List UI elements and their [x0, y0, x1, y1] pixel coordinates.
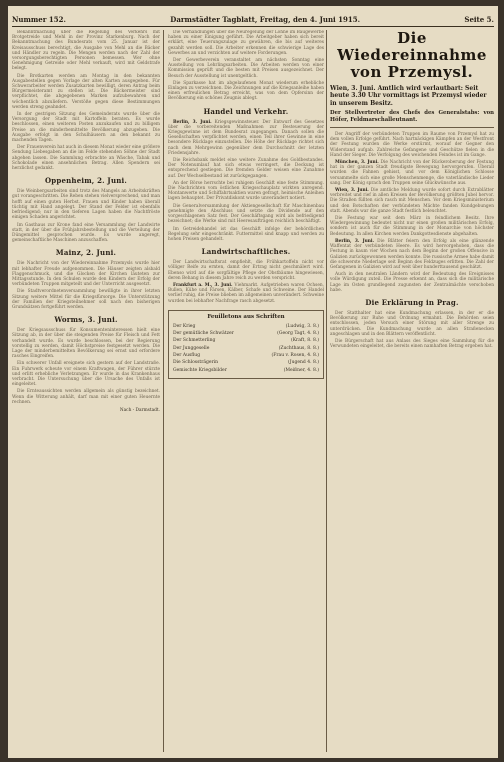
list-item [173, 324, 319, 329]
dateline: Wien, 3. Juni. [335, 188, 369, 194]
list-item-price: (Kraft, 8. 8.) [290, 338, 319, 344]
article-heading: Mainz, 2. Juni. [55, 248, 117, 258]
dateline: München, 3. Juni. [335, 160, 379, 166]
article-signature: Nach - Darmstadt. [119, 407, 160, 413]
advertisement-title: Feuilletons aus Schriften [207, 313, 285, 320]
column-middle [168, 30, 324, 752]
advertisement-box [168, 310, 324, 379]
list-item [173, 331, 319, 336]
list-item-price: (Zuchthaus, 8. 8.) [278, 345, 319, 351]
column-left [12, 30, 160, 752]
list-item-text: Gemischte Kriegsbilder [173, 367, 227, 373]
article-heading: Oppenheim, 2. Juni. [44, 176, 128, 186]
article-body: Die Verhandlungen über die Neuregelung der Löhne im Baugewerbe haben zu einer Einigung geführt. Die Arbeitgeber haben sich bereit erklärt, eine Teuerungszulage zu gewähren, die bis auf weiteres gezahlt werden soll. Die Arbeiter erkennen die schwierige Lage des Gewerbes an und verzichten auf weitere Forderungen. Der Gewerbeverein veranstaltet am nächsten Sonntag eine Ausstellung von Lehrlingsarbeiten. Die Arbeiten werden von einer Kommission geprüft und die besten mit Preisen ausgezeichnet. Der Besuch der Ausstellung ist unentgeltlich. Die Sparkasse hat im abgelaufenen Monat wiederum erhebliche Einlagen zu verzeichnen. Die Zeichnungen auf die Kriegsanleihe haben einen erfreulichen Betrag erreicht, was von dem Opfersinn der Bevölkerung ein schönes Zeugnis ablegt. [168, 30, 324, 102]
column-rule [163, 30, 164, 752]
article-body: Der Statthalter hat eine Kundmachung erlassen, in der er die Bevölkerung zur Ruhe und Ordnung ermahnt. Die Behörden seien entschlossen, jeden Versuch einer Störung mit aller Strenge zu unterdrücken. Die Kundmachung wurde an allen Straßenecken angeschlagen und in den Blättern veröffentlicht. Die Bürgerschaft hat aus Anlass des Sieges eine Sammlung für die Verwundeten eingeleitet, die bereits einen namhaften Betrag ergeben hat. [330, 310, 494, 350]
list-item-text: Die Schlossträgerin [173, 360, 219, 366]
article-body: Bekanntmachung über die Regelung des Verkehrs mit Brotgetreide und Mehl in der Provinz Starkenburg. Nach der Bekanntmachung des Bundesrats vom 25. Januar ist der Kreisausschuss berechtigt, die Ausgabe von Mehl an die Bäcker und Händler zu regeln. Die Mengen werden nach der Zahl der versorgungsberechtigten Personen bemessen. Wer ohne Genehmigung Getreide oder Mehl verkauft, wird mit Geldstrafe belegt. Die Brotkarten werden am Montag in den bekannten Ausgabestellen gegen Vorlage der alten Karten ausgegeben. Für Schwerarbeiter werden Zusatzkarten bewilligt, deren Antrag beim Bürgermeisteramt zu stellen ist. Die Bäckermeister sind verpflichtet, die abgegebenen Marken aufzubewahren und wöchentlich abzuliefern. Verstöße gegen diese Bestimmungen werden streng geahndet. In der gestrigen Sitzung des Gemeinderats wurde über die Versorgung der Stadt mit Kartoffeln beraten. Es wurde beschlossen, einen weiteren Posten anzukaufen und zu billigem Preise an die minderbemittelte Bevölkerung abzugeben. Die Ausgabe erfolgt in den Schulhäusern an den bekannt zu machenden Tagen. Der Frauenverein hat auch in diesem Monat wieder eine größere Sendung Liebesgaben an die im Felde stehenden Söhne der Stadt abgehen lassen. Die Sammlung erbrachte an Wäsche, Tabak und Schokolade einen ansehnlichen Betrag. Allen Spendern sei herzlichst gedankt. [12, 30, 160, 172]
signature-line: Der Stellvertreter des Chefs des Generalstabs: von Höfer, Feldmarschalleutnant. [330, 110, 494, 123]
list-item [173, 360, 319, 365]
list-item-price: (Georg Tagt, 4. 8.) [277, 331, 319, 337]
headline [330, 30, 494, 81]
article-body: Der Landwirtschaftsrat empfiehlt, die Frühkartoffeln nicht vor völliger Reife zu ernten, damit der Ertrag nicht geschmälert wird. Ebenso wird auf die sorgfältige Pflege der Obstbäume hingewiesen, deren Behang in diesem Jahre reich zu werden verspricht. Frankfurt a. M., 3. Juni. Viehmarkt. Aufgetrieben waren Ochsen, Bullen, Kühe und Färsen, Kälber, Schafe und Schweine. Der Handel verlief ruhig, die Preise blieben im allgemeinen unverändert. Schweine wurden bei lebhafter Nachfrage rasch abgesetzt. [168, 260, 324, 304]
list-item-price: (Ludwig, 3. 8.) [285, 323, 319, 329]
list-item [173, 338, 319, 343]
dateline: Frankfurt a. M., 3. Juni. [173, 282, 233, 288]
list-item-price: (Frau v. Rosen, 4. 8.) [271, 352, 319, 358]
list-item [173, 368, 319, 373]
newspaper-page [8, 6, 498, 758]
article-body: Der Angriff der verbündeten Truppen im Raume von Przemysl hat zu dem vollen Erfolge geführt. Nach hartnäckigen Kämpfen an der Westfront der Festung wurden die Werke erstürmt, worauf der Gegner den Widerstand aufgab. Zahlreiche Gefangene und Geschütze fielen in die Hand der Sieger. Die Verfolgung des weichenden Feindes ist im Gange. München, 3. Juni. Die Nachricht von der Rückeroberung der Festung hat in der ganzen Stadt freudigste Bewegung hervorgerufen. Überall wurden die Fahnen gehisst, und vor dem Königlichen Schlosse versammelte sich eine große Menschenmenge, die vaterländische Lieder sang. Der König sprach den Truppen seine Glückwünsche aus. Wien, 3. Juni. Die amtliche Meldung wurde sofort durch Extrablätter verbreitet und rief in allen Kreisen der Bevölkerung größten Jubel hervor. Die Straßen füllten sich rasch mit Menschen. Vor dem Kriegsministerium und den Botschaften der verbündeten Mächte fanden Kundgebungen statt. Abends war die ganze Stadt festlich beleuchtet. Die Festung war seit dem März in feindlichem Besitz. Ihre Wiedergewinnung bedeutet nicht nur einen großen militärischen Erfolg, sondern ist auch für die Stimmung in der Monarchie von höchster Bedeutung. In allen Kirchen werden Dankgottesdienste abgehalten. Berlin, 3. Juni. Die Blätter feiern den Erfolg als eine glänzende Waffentat der verbündeten Heere. Es wird hervorgehoben, dass die Festung in kaum vier Wochen nach dem Beginn der großen Offensive in Galizien zurückgewonnen werden konnte. Die russische Armee habe damit die schwerste Niederlage seit Beginn des Feldzuges erlitten. Die Zahl der Gefangenen in Galizien wird auf weit über hunderttausend geschätzt. Auch in den neutralen Ländern wird der Bedeutung des Ereignisses volle Würdigung zuteil. Die Presse erkennt an, dass sich die militärische Lage im Osten grundlegend zugunsten der Zentralmächte verschoben habe. [330, 132, 494, 293]
page-label: Seite 5. [464, 14, 494, 24]
dateline: Berlin, 3. Juni. [173, 119, 212, 125]
column-rule [326, 30, 327, 752]
article-heading: Worms, 3. Juni. [54, 315, 118, 325]
list-item-price: (Meißner, 4. 8.) [283, 367, 319, 373]
list-item-text: Der Schmetterling [173, 338, 216, 344]
section-heading: Die Erklärung in Prag. [365, 297, 459, 307]
headline-line: Die Wiedereinnahme [337, 30, 487, 64]
article-body: Die Nachricht von der Wiedereinnahme Przemysls wurde hier mit lebhafter Freude aufgenommen. Die Häuser zeigten alsbald Flaggenschmuck, und die Glocken der Kirchen läuteten zur Mittagsstunde. In den Schulen wurde den Kindern der Erfolg der verbündeten Truppen mitgeteilt und der Unterricht ausgesetzt. Die Stadtverordnetenversammlung bewilligte in ihrer letzten Sitzung weitere Mittel für die Kriegsfürsorge. Die Unterstützung der Familien der Kriegsteilnehmer soll nach den bisherigen Grundsätzen fortgeführt werden. [12, 261, 160, 310]
dateline: Berlin, 3. Juni. [335, 238, 375, 244]
list-item [173, 346, 319, 351]
page-number-label: Nummer 152. [12, 14, 66, 24]
list-item-text: Der gemütliche Schwätzer [173, 331, 234, 337]
column-right [330, 30, 494, 752]
lead-paragraph: Wien, 3. Juni. Amtlich wird verlautbart: Seit heute 3.30 Uhr vormittags ist Przemysl wieder in unserem Besitz. [330, 85, 487, 107]
list-item-text: Der Junggeselle [173, 345, 210, 351]
list-item [173, 353, 319, 358]
article-body: Der Kriegsausschuss für Konsumenteninteressen hielt eine Sitzung ab, in der über die steigenden Preise für Fleisch und Fett verhandelt wurde. Es wurde beschlossen, bei der Regierung vorstellig zu werden, damit Höchstpreise festgesetzt werden. Die Lage der minderbemittelten Bevölkerung sei ernst und erfordere rasches Eingreifen. Ein schwerer Unfall ereignete sich gestern auf der Landstraße. Ein Fuhrwerk scheute vor einem Kraftwagen, der Führer stürzte und erlitt erhebliche Verletzungen. Er wurde in das Krankenhaus verbracht. Die Untersuchung über die Ursache des Unfalls ist eingeleitet. Die Ernteaussichten werden allgemein als günstig bezeichnet. Wenn die Witterung anhält, darf man mit einer guten Heuernte rechnen. [12, 328, 160, 405]
section-heading: Landwirtschaftliches. [201, 247, 291, 257]
article-body: Berlin, 3. Juni. Kriegsgewinnsteuer. Der Entwurf des Gesetzes über die vorbereitenden Maßnahmen zur Besteuerung der Kriegsgewinne ist dem Bundesrat zugegangen. Danach sollen die Gesellschaften verpflichtet werden, einen Teil ihrer Gewinne in eine besondere Rücklage einzustellen. Die Höhe der Rücklage richtet sich nach dem Mehrgewinn gegenüber dem Durchschnitt der letzten Friedensjahre. Die Reichsbank meldet eine weitere Zunahme des Goldbestandes. Der Notenumlauf hat sich etwas verringert, die Deckung ist entsprechend gestiegen. Die fremden Gelder weisen eine Zunahme auf. Der Wechselbestand ist zurückgegangen. An der Börse herrschte bei ruhigem Geschäft eine feste Stimmung. Die Nachrichten vom östlichen Kriegsschauplatz wirkten anregend. Montanwerte und Schiffahrtsaktien waren gefragt, heimische Anleihen lagen behauptet. Der Privatdiskont wurde unverändert notiert. Die Generalversammlung der Aktiengesellschaft für Maschinenbau genehmigte den Abschluss und setzte die Dividende auf den vorgeschlagenen Satz fest. Der Geschäftsgang wird als befriedigend bezeichnet; die Werke sind mit Heeresaufträgen reichlich beschäftigt. Im Getreidehandel ist das Geschäft infolge der behördlichen Regelung sehr eingeschränkt. Futtermittel sind knapp und werden zu hohen Preisen gehandelt. [168, 119, 324, 242]
list-item-price: (Jugend 4. 8.) [288, 360, 319, 366]
list-item-text: Der Ausflug [173, 352, 201, 358]
newspaper-title: Darmstädter Tagblatt, Freitag, den 4. Juni 1915. [170, 14, 361, 24]
masthead [12, 12, 494, 27]
section-heading: Handel und Verkehr. [203, 106, 289, 116]
list-item-text: Der Krieg [173, 323, 196, 329]
divider [330, 127, 494, 128]
headline-line: von Przemysl. [350, 63, 474, 81]
article-body: Die Weinbergsarbeiten sind trotz des Mangels an Arbeitskräften gut vorangeschritten. Die Reben stehen vielversprechend, und man hofft auf einen guten Herbst. Frauen und Kinder haben überall tüchtig mit Hand angelegt. Der Stand der Felder ist ebenfalls befriedigend; nur in den tieferen Lagen haben die Nachtfröste einigen Schaden angerichtet. Im Gasthaus zur Krone fand eine Versammlung der Landwirte statt, in der über die Frühjahrsbestellung und die Verteilung der Düngemittel gesprochen wurde. Es wurde angeregt, gemeinschaftliche Maschinen anzuschaffen. [12, 189, 160, 244]
